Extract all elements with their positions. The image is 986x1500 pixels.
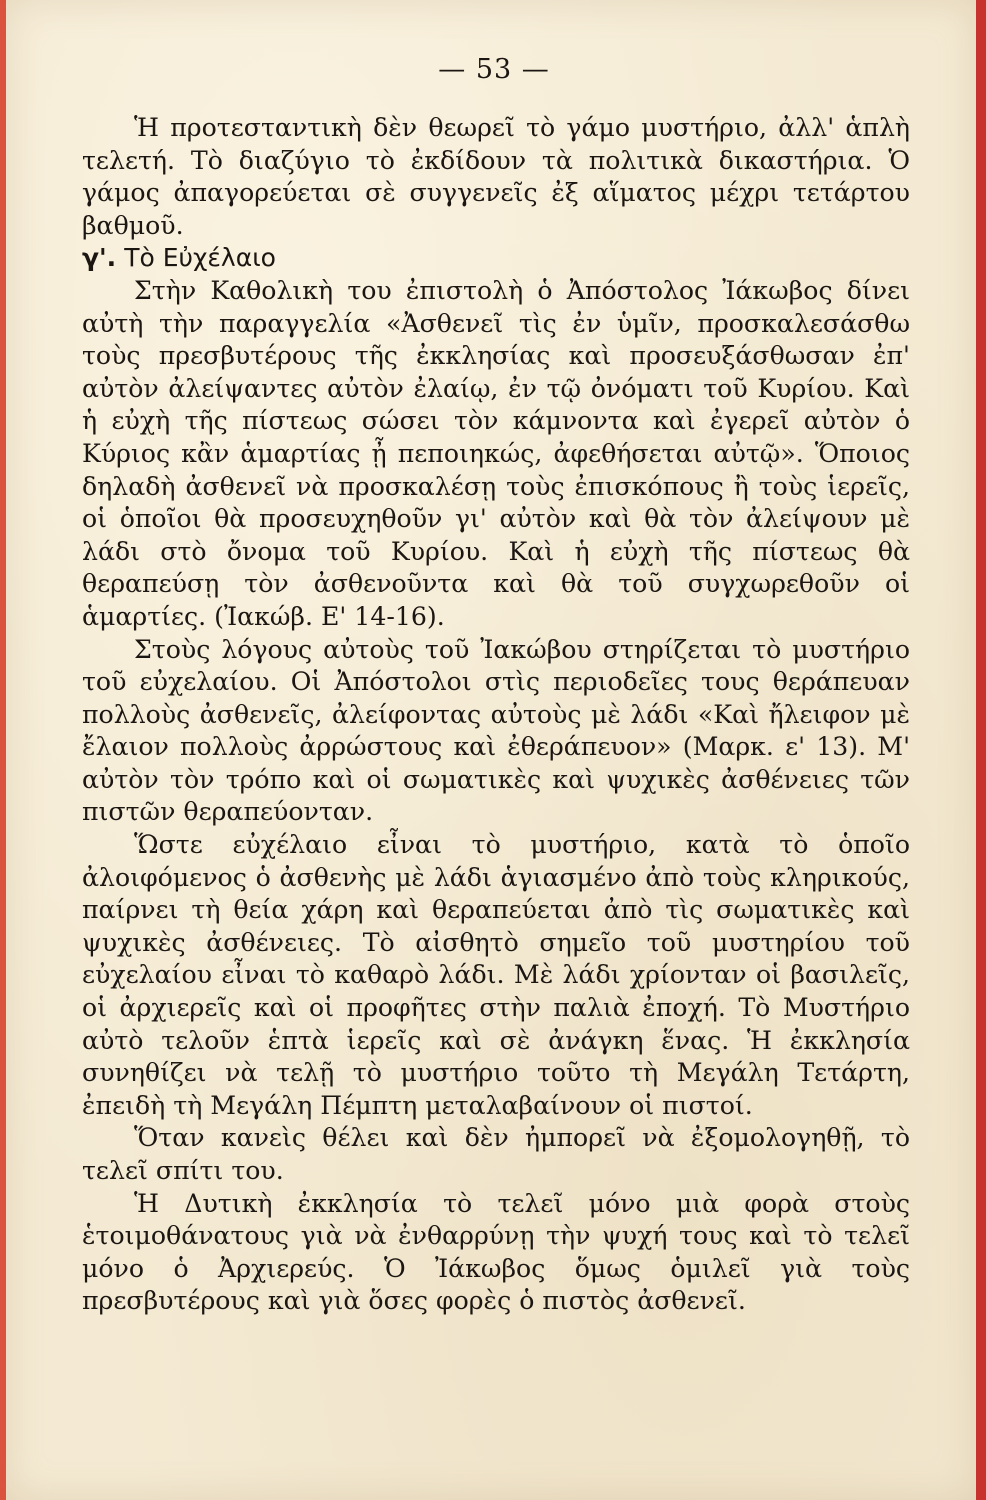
page-body <box>82 112 910 1318</box>
section-number: γ'. <box>82 243 117 273</box>
paragraph-at-home: Ὅταν κανεὶς θέλει καὶ δὲν ἠμπορεῖ νὰ ἐξομολογηθῇ, τὸ τελεῖ σπίτι του. <box>82 1123 910 1185</box>
section-heading <box>82 242 910 275</box>
paragraph-apostles: Στοὺς λόγους αὐτοὺς τοῦ Ἰακώβου στηρίζεται τὸ μυστήριο τοῦ εὐχελαίου. Οἱ Ἀπόστολοι στὶς περιοδεῖες τους θεράπευαν πολλοὺς ἀσθενεῖς, ἀλείφοντας αὐτοὺς μὲ λάδι «Καὶ ἤλειφον μὲ ἔλαιον πολλοὺς ἀρρώστους καὶ ἐθεράπευον» (Μαρκ. ε' 13). Μ' αὐτὸν τὸν τρόπο καὶ οἱ σωματικὲς καὶ ψυχικὲς ἀσθένειες τῶν πιστῶν θεραπεύονταν. <box>82 634 910 827</box>
page-number: — 53 — <box>438 54 550 85</box>
paragraph-definition: Ὥστε εὐχέλαιο εἶναι τὸ μυστήριο, κατὰ τὸ ὁποῖο ἀλοιφόμενος ὁ ἀσθενὴς μὲ λάδι ἁγιασμένο ἀπὸ τοὺς κληρικούς, παίρνει τὴ θεία χάρη καὶ θεραπεύεται ἀπὸ τὶς σωματικὲς καὶ ψυχικὲς ἀσθένειες. Τὸ αἰσθητὸ σημεῖο τοῦ μυστηρίου τοῦ εὐχελαίου εἶναι τὸ καθαρὸ λάδι. Μὲ λάδι χρίονταν οἱ βασιλεῖς, οἱ ἀρχιερεῖς καὶ οἱ προφῆτες στὴν παλιὰ ἐποχή. Τὸ Μυστήριο αὐτὸ τελοῦν ἑπτὰ ἱερεῖς καὶ σὲ ἀνάγκη ἕνας. Ἡ ἐκκλησία συνηθίζει νὰ τελῇ τὸ μυστήριο τοῦτο τὴ Μεγάλη Τετάρτη, ἐπειδὴ τὴ Μεγάλη Πέμπτη μεταλαβαίνουν οἱ πιστοί. <box>82 830 910 1120</box>
section-title: Τὸ Εὐχέλαιο <box>124 243 276 273</box>
paragraph-james-epistle: Στὴν Καθολικὴ του ἐπιστολὴ ὁ Ἀπόστολος Ἰάκωβος δίνει αὐτὴ τὴν παραγγελία «Ἀσθενεῖ τὶς ἐν ὑμῖν, προσκαλεσάσθω τοὺς πρεσβυτέρους τῆς ἐκκλησίας καὶ προσευξάσθωσαν ἐπ' αὐτὸν ἀλείψαντες αὐτὸν ἐλαίῳ, ἐν τῷ ὀνόματι τοῦ Κυρίου. Καὶ ἡ εὐχὴ τῆς πίστεως σώσει τὸν κάμνοντα καὶ ἐγερεῖ αὐτὸν ὁ Κύριος κἂν ἁμαρτίας ᾖ πεποιηκώς, ἀφεθήσεται αὐτῷ». Ὅποιος δηλαδὴ ἀσθενεῖ νὰ προσκαλέσῃ τοὺς ἐπισκόπους ἢ τοὺς ἱερεῖς, οἱ ὁποῖοι θὰ προσευχηθοῦν γι' αὐτὸν καὶ θὰ τὸν ἀλείψουν μὲ λάδι στὸ ὄνομα τοῦ Κυρίου. Καὶ ἡ εὐχὴ τῆς πίστεως θὰ θεραπεύσῃ τὸν ἀσθενοῦντα καὶ θὰ τοῦ συγχωρεθοῦν οἱ ἁμαρτίες. (Ἰακώβ. Ε' 14-16). <box>82 275 910 631</box>
paragraph-western-church: Ἡ Δυτικὴ ἐκκλησία τὸ τελεῖ μόνο μιὰ φορὰ στοὺς ἑτοιμοθάνατους γιὰ νὰ ἐνθαρρύνῃ τὴν ψυχή τους καὶ τὸ τελεῖ μόνο ὁ Ἀρχιερεύς. Ὁ Ἰάκωβος ὅμως ὁμιλεῖ γιὰ τοὺς πρεσβυτέρους καὶ γιὰ ὅσες φορὲς ὁ πιστὸς ἀσθενεῖ. <box>82 1188 910 1316</box>
paragraph-protestant-marriage: Ἡ προτεσταντικὴ δὲν θεωρεῖ τὸ γάμο μυστήριο, ἀλλ' ἁπλὴ τελετή. Τὸ διαζύγιο τὸ ἐκδίδουν τὰ πολιτικὰ δικαστήρια. Ὁ γάμος ἀπαγορεύεται σὲ συγγενεῖς ἐξ αἵματος μέχρι τετάρτου βαθμοῦ. <box>82 113 910 240</box>
